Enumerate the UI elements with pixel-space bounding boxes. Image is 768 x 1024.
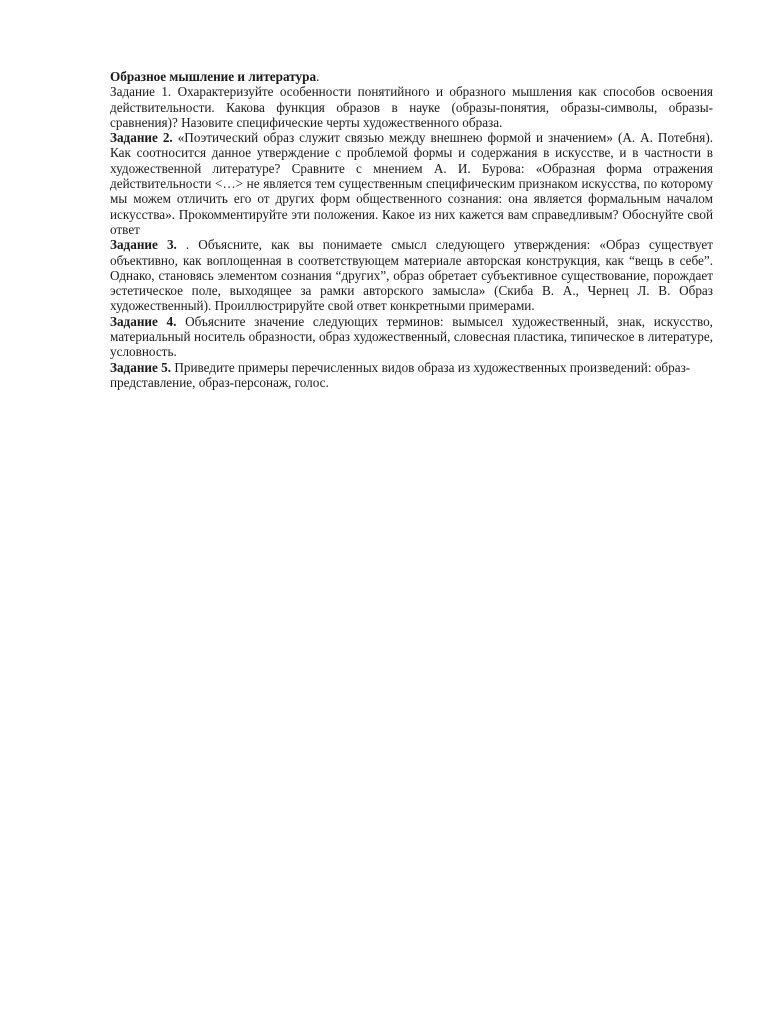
task-4-label: Задание 4. xyxy=(110,313,177,329)
document-title-suffix: . xyxy=(316,69,320,84)
task-3-label: Задание 3. xyxy=(110,237,177,253)
task-3-text: . Объясните, как вы понимаете смысл следующего утверждения: «Образ существует объективно, как воплощенная в соответствующем материале авторская конструкция, как “вещь в себе”. Однако, становясь элементом сознания “других”, образ обретает субъективное существование, порождает эстетическое поле, выходящее за рамки авторского замысла» (Скиба В. А., Чернец Л. В. Образ художественный). Проиллюстрируйте свой ответ конкретными примерами. xyxy=(110,237,713,314)
task-1 xyxy=(110,84,713,130)
task-5-label: Задание 5. xyxy=(110,359,172,375)
document-body xyxy=(110,69,713,390)
task-4 xyxy=(110,314,713,360)
task-1-text: Задание 1. Охарактеризуйте особенности понятийного и образного мышления как способов освоения действительности. Какова функция образов в науке (образы-понятия, образы-символы, образы-сравнения)? Назовите специфические черты художественного образа. xyxy=(110,84,713,130)
document-title-line xyxy=(110,69,713,84)
document-title: Образное мышление и литература xyxy=(110,69,317,84)
task-4-text: Объясните значение следующих терминов: вымысел художественный, знак, искусство, материальный носитель образности, образ художественный, словесная пластика, типическое в литературе, условность. xyxy=(110,313,713,360)
task-5 xyxy=(110,360,713,391)
task-2 xyxy=(110,130,713,237)
task-2-label: Задание 2. xyxy=(110,130,173,146)
task-3 xyxy=(110,237,713,313)
task-2-text: «Поэтический образ служит связью между внешнею формой и значением» (А. А. Потебня). Как соотносится данное утверждение с проблемой формы и содержания в искусстве, и в частности в художественной литературе? Сравните с мнением А. И. Бурова: «Образная форма отражения действительности <…> не является тем существенным специфическим признаком искусства, по которому мы можем отличить его от других форм общественного сознания: она является формальным началом искусства». Прокомментируйте эти положения. Какое из них кажется вам справедливым? Обоснуйте свой ответ xyxy=(110,130,714,237)
task-5-text: Приведите примеры перечисленных видов образа из художественных произведений: образ-представление, образ-персонаж, голос. xyxy=(110,359,691,390)
